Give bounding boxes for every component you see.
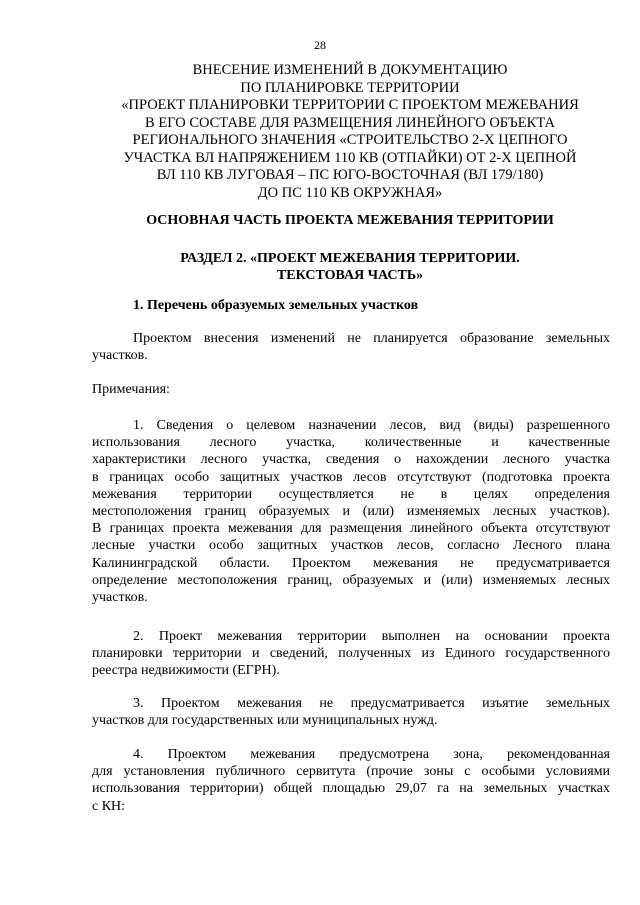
subsection-heading: 1. Перечень образуемых земельных участков — [133, 298, 419, 313]
paragraph-line: участков. — [92, 590, 148, 606]
intro-paragraph — [92, 330, 610, 364]
paragraph-line: 3. Проектом межевания не предусматривается изъятие земельных — [133, 696, 610, 711]
paragraph-line: определение местоположения границ, образуемых и (или) изменяемых лесных — [92, 572, 610, 588]
title-line: УЧАСТКА ВЛ НАПРЯЖЕНИЕМ 110 КВ (ОТПАЙКИ) ОТ 2-Х ЦЕПНОЙ — [123, 149, 577, 166]
paragraph-line: планировки территории и сведений, полученных из Единого государственного — [92, 646, 610, 662]
note-3 — [92, 695, 610, 729]
title-line: ВЛ 110 КВ ЛУГОВАЯ – ПС ЮГО-ВОСТОЧНАЯ (ВЛ 179/180) — [156, 167, 544, 183]
title-line: «ПРОЕКТ ПЛАНИРОВКИ ТЕРРИТОРИИ С ПРОЕКТОМ МЕЖЕВАНИЯ — [121, 97, 579, 113]
title-line: В ЕГО СОСТАВЕ ДЛЯ РАЗМЕЩЕНИЯ ЛИНЕЙНОГО ОБЪЕКТА — [145, 114, 555, 131]
title-line: ПО ПЛАНИРОВКЕ ТЕРРИТОРИИ — [240, 79, 460, 96]
paragraph-line: межевания территории осуществляется не в целях определения — [92, 486, 610, 502]
paragraph-line: Калининградской области. Проектом межевания не предусматривается — [92, 555, 610, 571]
title-line: ДО ПС 110 КВ ОКРУЖНАЯ» — [257, 184, 443, 201]
notes-label — [92, 381, 610, 398]
note-1 — [92, 417, 610, 606]
paragraph-line: реестра недвижимости (ЕГРН). — [92, 663, 280, 679]
title-line: РЕГИОНАЛЬНОГО ЗНАЧЕНИЯ «СТРОИТЕЛЬСТВО 2-Х ЦЕПНОГО — [132, 132, 568, 148]
paragraph-line: В границах проекта межевания для размещения линейного объекта отсутствуют — [92, 521, 610, 537]
paragraph-line: с КН: — [92, 798, 126, 814]
section-heading — [100, 250, 600, 284]
section-heading-line: ТЕКСТОВАЯ ЧАСТЬ» — [276, 268, 424, 283]
section-heading-line: РАЗДЕЛ 2. «ПРОЕКТ МЕЖЕВАНИЯ ТЕРРИТОРИИ. — [180, 251, 520, 266]
note-4 — [92, 746, 610, 815]
paragraph-line: Проектом внесения изменений не планируется образование земельных — [133, 331, 610, 346]
paragraph-line: для установления публичного сервитута (прочие зоны с особыми условиями — [92, 764, 610, 780]
paragraph-line: характеристики лесного участка, сведения о нахождении лесного участка — [92, 452, 610, 468]
paragraph-line: 4. Проектом межевания предусмотрена зона, рекомендованная — [133, 747, 610, 762]
title-line: ВНЕСЕНИЕ ИЗМЕНЕНИЙ В ДОКУМЕНТАЦИЮ — [192, 62, 508, 78]
paragraph-line: местоположения границ образуемых и (или) изменяемых лесных участков). — [92, 504, 610, 520]
notes-label-text: Примечания: — [92, 382, 170, 397]
paragraph-line: лесные участки особо защитных участков лесов, согласно Лесного плана — [92, 538, 610, 554]
note-2 — [92, 628, 610, 680]
paragraph-line: участков. — [92, 348, 148, 364]
main-heading: ОСНОВНАЯ ЧАСТЬ ПРОЕКТА МЕЖЕВАНИЯ ТЕРРИТОРИИ — [146, 213, 554, 228]
page-number: 28 — [314, 38, 326, 52]
paragraph-line: 2. Проект межевания территории выполнен на основании проекта — [133, 629, 610, 644]
paragraph-line: в границах особо защитных участков лесов отсутствуют (подготовка проекта — [92, 469, 610, 485]
paragraph-line: использования территории) общей площадью 29,07 га на земельных участках — [92, 781, 610, 797]
paragraph-line: использования лесного участка, количественные и качественные — [92, 435, 610, 451]
document-title — [100, 62, 600, 202]
paragraph-line: участков для государственных или муниципальных нужд. — [92, 713, 438, 729]
paragraph-line: 1. Сведения о целевом назначении лесов, вид (виды) разрешенного — [133, 418, 610, 433]
